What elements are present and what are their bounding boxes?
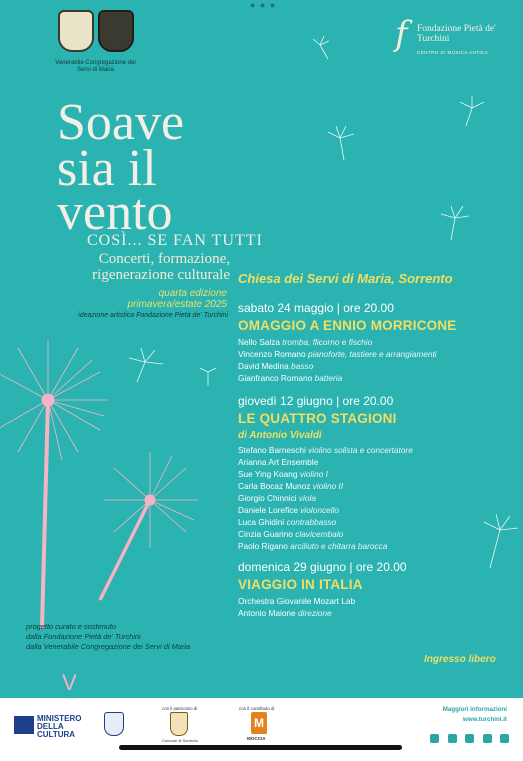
performer-row: Carla Bocaz Munoz violino II — [238, 481, 344, 491]
website-link[interactable]: www.turchini.it — [462, 716, 507, 723]
concert-1-title: OMAGGIO A ENNIO MORRICONE — [238, 318, 457, 333]
performer-row: Orchestra Giovanile Mozart Lab — [238, 596, 356, 606]
home-indicator[interactable] — [119, 745, 402, 750]
subtitle: COSÌ... SE FAN TUTTI — [87, 232, 263, 249]
performer-row: Cinzia Guarino clavicembalo — [238, 529, 344, 539]
ministero-logo — [14, 712, 94, 738]
crest-cross-icon — [98, 10, 134, 52]
concert-3-title: VIAGGIO IN ITALIA — [238, 577, 363, 592]
patrocinio-label: con il patrocinio di — [162, 706, 198, 711]
performer-row: Daniele Lorefice violoncello — [238, 505, 340, 515]
performer-row: Gianfranco Romano batteria — [238, 373, 343, 383]
social-links — [426, 730, 509, 748]
ministero-name: MINISTERO DELLA CULTURA — [37, 714, 82, 739]
crest-madonna-icon — [58, 10, 94, 52]
performer-row: Luca Ghidini contrabbasso — [238, 517, 337, 527]
performer-row: Nello Salza tromba, flicorno e fischio — [238, 337, 373, 347]
congregazione-name: Venerabile Congregazione dei Servi di Maria — [55, 60, 136, 73]
performer-row: Paolo Rigano arciliuto e chitarra barocca — [238, 541, 388, 551]
instagram-icon[interactable] — [500, 734, 509, 743]
contributo-label: con il contributo di — [239, 706, 275, 711]
fondazione-name: Fondazione Pietà de' Turchini — [417, 24, 496, 44]
concert-2-composer: di Antonio Vivaldi — [238, 430, 322, 441]
youtube-icon[interactable] — [465, 734, 474, 743]
footer-sponsors — [0, 698, 523, 761]
project-line-3: dalla Venerabile Congregazione dei Servi di Maria — [26, 642, 191, 651]
performer-row: Arianna Art Ensemble — [238, 457, 319, 467]
venue: Chiesa dei Servi di Maria, Sorrento — [238, 271, 453, 286]
comune-crest-icon — [170, 712, 188, 736]
fondazione-mark-icon: f — [395, 14, 408, 54]
congregazione-logo — [48, 10, 143, 74]
page-indicator: ● ● ● — [250, 0, 277, 10]
vimeo-icon[interactable] — [483, 734, 492, 743]
moccia-logo-icon: M — [251, 712, 267, 734]
project-line-2: dalla Fondazione Pietà de' Turchini — [26, 632, 141, 641]
sponsor-name: MOCCIA — [247, 736, 266, 741]
info-label: Maggiori informazioni — [442, 706, 507, 713]
tagline-line-2: rigenerazione culturale — [92, 267, 230, 283]
performer-row: Antonio Maione direzione — [238, 608, 332, 618]
title-line-1: Soave — [57, 94, 185, 151]
performer-row: Stefano Barneschi violino solista e concertatore — [238, 445, 413, 455]
pink-v-mark: V — [62, 670, 77, 695]
fondazione-subtitle: CENTRO DI MUSICA ANTICA — [417, 50, 489, 55]
entry-free: Ingresso libero — [424, 654, 496, 665]
artistic-credit: ideazione artistica Fondazione Pietà de' Turchini — [78, 312, 228, 319]
tagline-line-1: Concerti, formazione, — [98, 251, 230, 267]
concert-2-title: LE QUATTRO STAGIONI — [238, 411, 397, 426]
performer-row: Giorgio Chinnici viola — [238, 493, 316, 503]
performer-row: David Medina basso — [238, 361, 314, 371]
concert-3-date: domenica 29 giugno | ore 20.00 — [238, 560, 407, 574]
edition-line-1: quarta edizione — [158, 288, 227, 299]
regione-crest-icon — [104, 712, 124, 736]
edition-line-2: primavera/estate 2025 — [127, 299, 227, 310]
facebook-icon[interactable] — [430, 734, 439, 743]
x-icon[interactable] — [448, 734, 457, 743]
dandelion-small-icon — [100, 452, 198, 600]
concert-2-date: giovedì 12 giugno | ore 20.00 — [238, 394, 394, 408]
ministero-mark-icon — [14, 716, 34, 734]
performer-row: Sue Ying Koang violino I — [238, 469, 328, 479]
concert-1-date: sabato 24 maggio | ore 20.00 — [238, 301, 394, 315]
comune-name: Comune di Sorrento — [162, 738, 198, 743]
title-line-3: vento — [57, 184, 173, 241]
project-line-1: progetto curato e sostenuto — [26, 622, 116, 631]
dandelion-large-icon — [0, 340, 108, 628]
performer-row: Vincenzo Romano pianoforte, tastiere e arrangiamenti — [238, 349, 437, 359]
title-line-2: sia il — [57, 140, 157, 197]
